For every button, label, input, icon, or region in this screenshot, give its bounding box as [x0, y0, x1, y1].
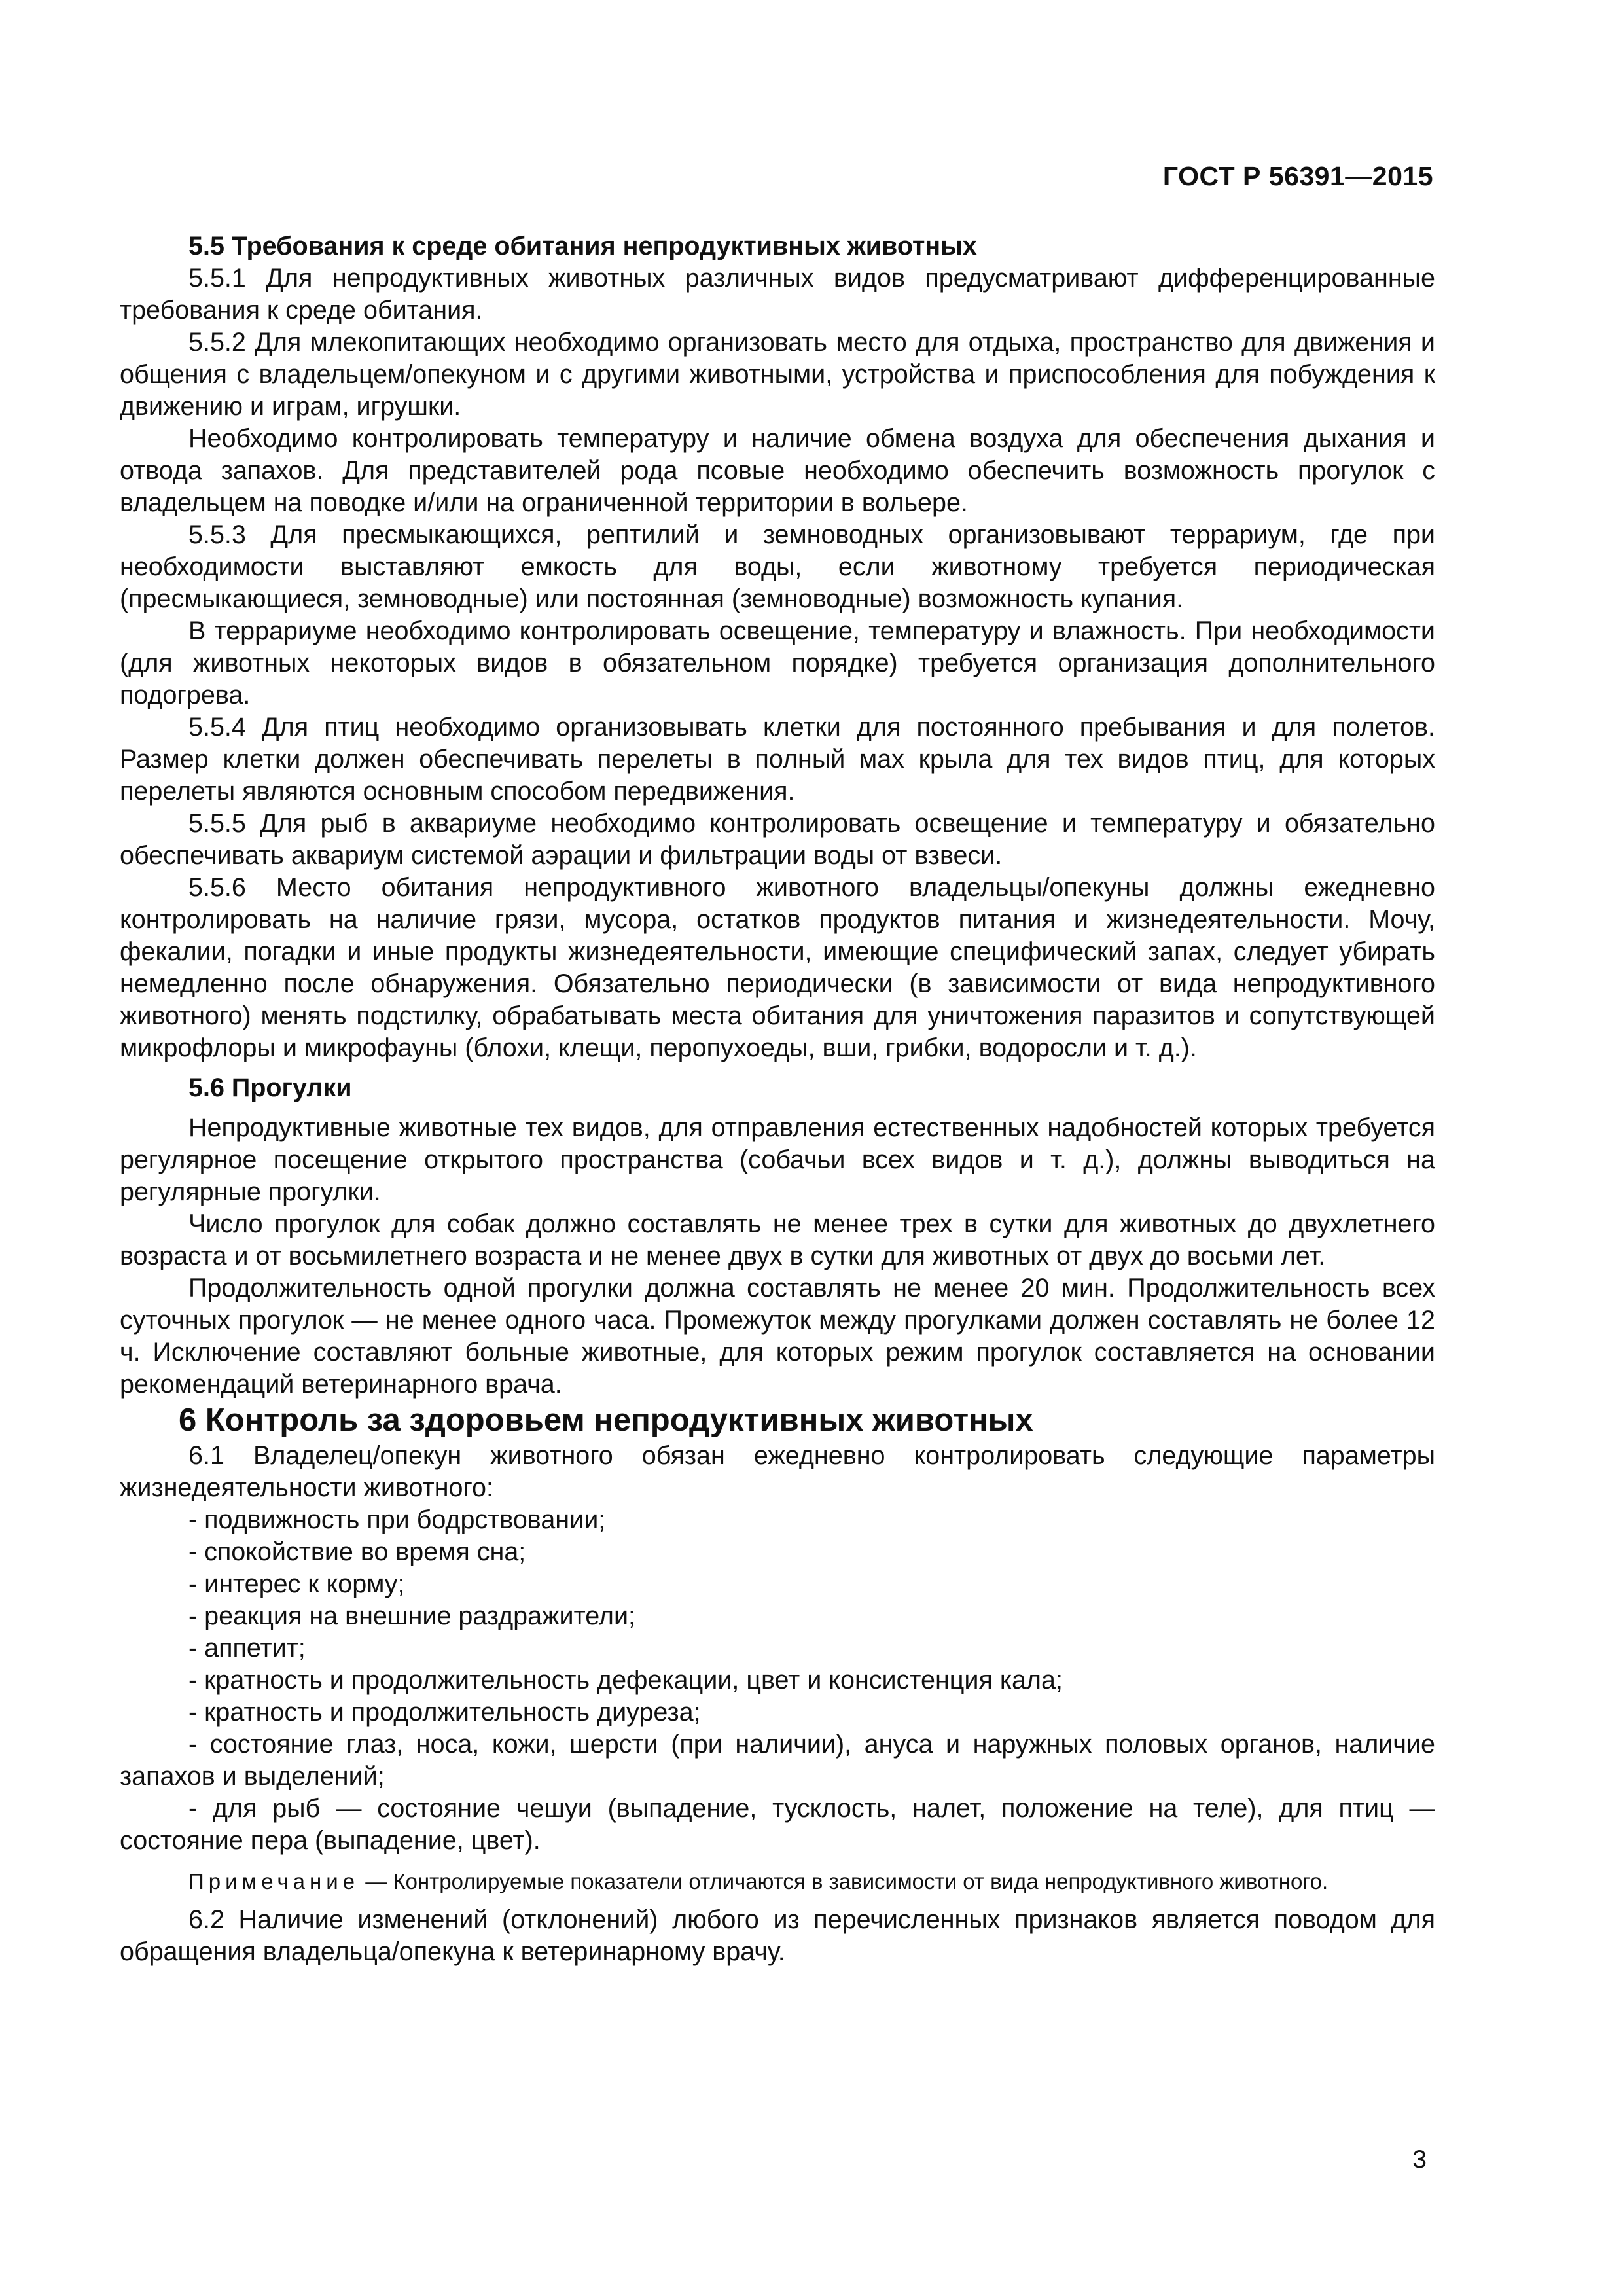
paragraph-5-6-3: Продолжительность одной прогулки должна составлять не менее 20 мин. Продолжительность всех суточных прогулок — не менее одного часа. Промежуток между прогулками должен составлять не более 12 ч. Исключение составляют больные животные, для которых режим прогулок составляется на основании рекомендаций ветеринарного врача. — [120, 1274, 1435, 1399]
page-content — [120, 230, 1435, 1968]
note — [120, 1867, 1435, 1896]
list-item: - интерес к корму; — [188, 1570, 405, 1598]
list-item: - кратность и продолжительность дефекации, цвет и консистенция кала; — [188, 1666, 1063, 1695]
paragraph-5-5-1: 5.5.1 Для непродуктивных животных различных видов предусматривают дифференцированные требования к среде обитания. — [120, 264, 1435, 325]
list-item: - подвижность при бодрствовании; — [188, 1505, 606, 1534]
paragraph-6-2: 6.2 Наличие изменений (отклонений) любого из перечисленных признаков является поводом для обращения владельца/опекуна к ветеринарному врачу. — [120, 1905, 1435, 1966]
list-item: - для рыб — состояние чешуи (выпадение, тусклость, налет, положение на теле), для птиц — состояние пера (выпадение, цвет). — [120, 1794, 1435, 1855]
paragraph-5-5-2: 5.5.2 Для млекопитающих необходимо организовать место для отдыха, пространство для движения и общения с владельцем/опекуном и с другими животными, устройства и приспособления для побуждения к движению и играм, игрушки. — [120, 328, 1435, 421]
paragraph-5-5-2-cont: Необходимо контролировать температуру и наличие обмена воздуха для обеспечения дыхания и отвода запахов. Для представителей рода псовые необходимо обеспечить возможность прогулок с владельцем на поводке и/или на ограниченной территории в вольере. — [120, 424, 1435, 517]
page-number: 3 — [1412, 2145, 1427, 2174]
list-item: - аппетит; — [188, 1634, 306, 1662]
paragraph-5-5-3: 5.5.3 Для пресмыкающихся, рептилий и земноводных организовывают террариум, где при необходимости выставляют емкость для воды, если животному требуется периодическая (пресмыкающиеся, земноводные) или постоянная (земноводные) возможность купания. — [120, 520, 1435, 613]
paragraph-5-5-6: 5.5.6 Место обитания непродуктивного животного владельцы/опекуны должны ежедневно контролировать на наличие грязи, мусора, остатков продуктов питания и жизнедеятельности. Мочу, фекалии, погадки и иные продукты жизнедеятельности, имеющие специфический запах, следует убирать немедленно после обнаружения. Обязательно периодически (в зависимости от вида непродуктивного животного) менять подстилку, обрабатывать места обитания для уничтожения паразитов и сопутствующей микрофлоры и микрофауны (блохи, клещи, перопухоеды, вши, грибки, водоросли и т. д.). — [120, 873, 1435, 1062]
note-label: Примечание — [188, 1869, 360, 1893]
document-code: ГОСТ Р 56391—2015 — [1162, 161, 1433, 191]
section-6-heading: 6 Контроль за здоровьем непродуктивных животных — [179, 1403, 1033, 1438]
section-5-6-heading: 5.6 Прогулки — [188, 1073, 352, 1102]
paragraph-6-1: 6.1 Владелец/опекун животного обязан ежедневно контролировать следующие параметры жизнедеятельности животного: — [120, 1441, 1435, 1502]
note-text: — Контролируемые показатели отличаются в зависимости от вида непродуктивного животного. — [365, 1869, 1329, 1893]
list-item: - реакция на внешние раздражители; — [188, 1602, 635, 1630]
paragraph-5-5-3-cont: В террариуме необходимо контролировать освещение, температуру и влажность. При необходимости (для животных некоторых видов в обязательном порядке) требуется организация дополнительного подогрева. — [120, 617, 1435, 709]
list-item: - спокойствие во время сна; — [188, 1537, 526, 1566]
paragraph-5-5-5: 5.5.5 Для рыб в аквариуме необходимо контролировать освещение и температуру и обязательно обеспечивать аквариум системой аэрации и фильтрации воды от взвеси. — [120, 809, 1435, 870]
paragraph-5-6-2: Число прогулок для собак должно составлять не менее трех в сутки для животных до двухлетнего возраста и от восьмилетнего возраста и не менее двух в сутки для животных от двух до восьми лет. — [120, 1210, 1435, 1270]
paragraph-5-5-4: 5.5.4 Для птиц необходимо организовывать клетки для постоянного пребывания и для полетов. Размер клетки должен обеспечивать перелеты в полный мах крыла для тех видов птиц, для которых перелеты являются основным способом передвижения. — [120, 713, 1435, 806]
section-5-5-heading: 5.5 Требования к среде обитания непродуктивных животных — [188, 232, 977, 260]
list-item: - состояние глаз, носа, кожи, шерсти (при наличии), ануса и наружных половых органов, наличие запахов и выделений; — [120, 1730, 1435, 1791]
paragraph-5-6-1: Непродуктивные животные тех видов, для отправления естественных надобностей которых требуется регулярное посещение открытого пространства (собачьи всех видов и т. д.), должны выводиться на регулярные прогулки. — [120, 1113, 1435, 1206]
list-item: - кратность и продолжительность диуреза; — [188, 1698, 701, 1727]
